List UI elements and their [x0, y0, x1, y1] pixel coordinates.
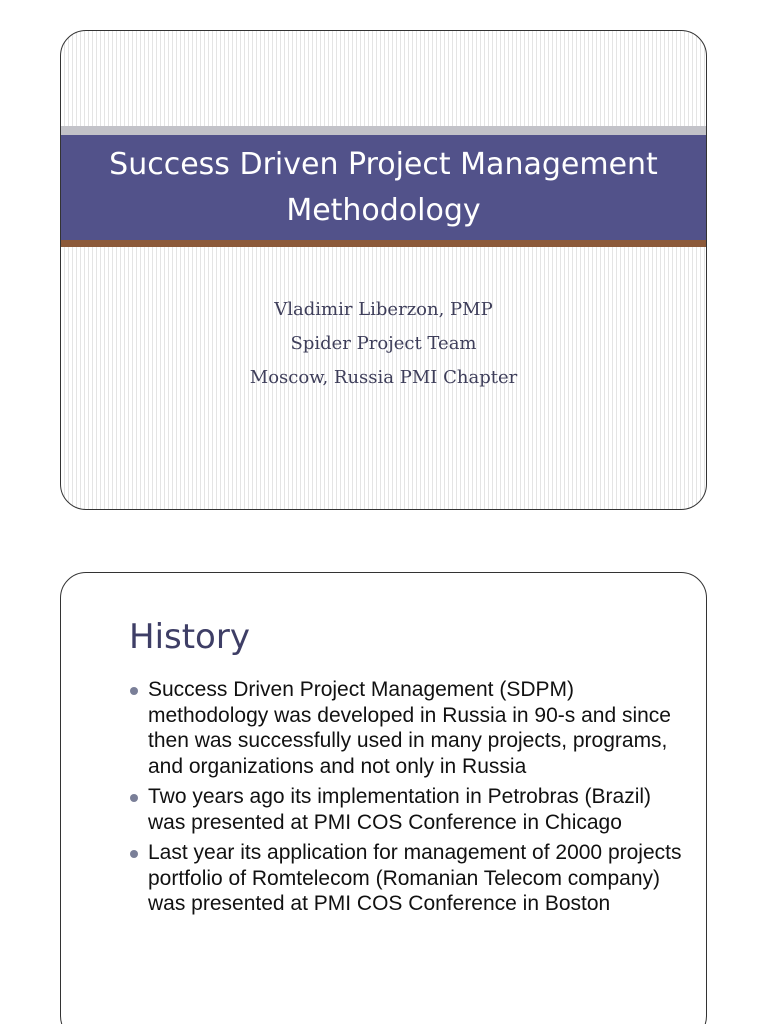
title-slide [60, 30, 707, 510]
bullet-text: Success Driven Project Management (SDPM) methodology was developed in Russia in 90-s and since then was successfully used in many projects, programs, and organizations and not only in Russia [148, 678, 671, 778]
bullet-list [129, 677, 689, 922]
author-block [61, 293, 706, 395]
bullet-item [129, 784, 689, 835]
bullet-item [129, 840, 689, 917]
bullet-icon [130, 687, 138, 695]
bullet-item [129, 677, 689, 779]
top-band [61, 126, 706, 135]
accent-band [61, 240, 706, 247]
title-band [61, 135, 706, 240]
author-name: Vladimir Liberzon, PMP [274, 299, 493, 320]
bullet-text: Last year its application for management of 2000 projects portfolio of Romtelecom (Romanian Telecom company) was presented at PMI COS Conference in Boston [148, 841, 682, 915]
author-chapter: Moscow, Russia PMI Chapter [249, 367, 518, 388]
author-team: Spider Project Team [290, 333, 477, 354]
bullet-icon [130, 850, 138, 858]
bullet-icon [130, 794, 138, 802]
history-slide [60, 572, 707, 1024]
slide-heading: History [129, 617, 250, 657]
bullet-text: Two years ago its implementation in Petrobras (Brazil) was presented at PMI COS Conference in Chicago [148, 785, 652, 834]
slide-title: Success Driven Project Management Methodology [109, 146, 658, 228]
